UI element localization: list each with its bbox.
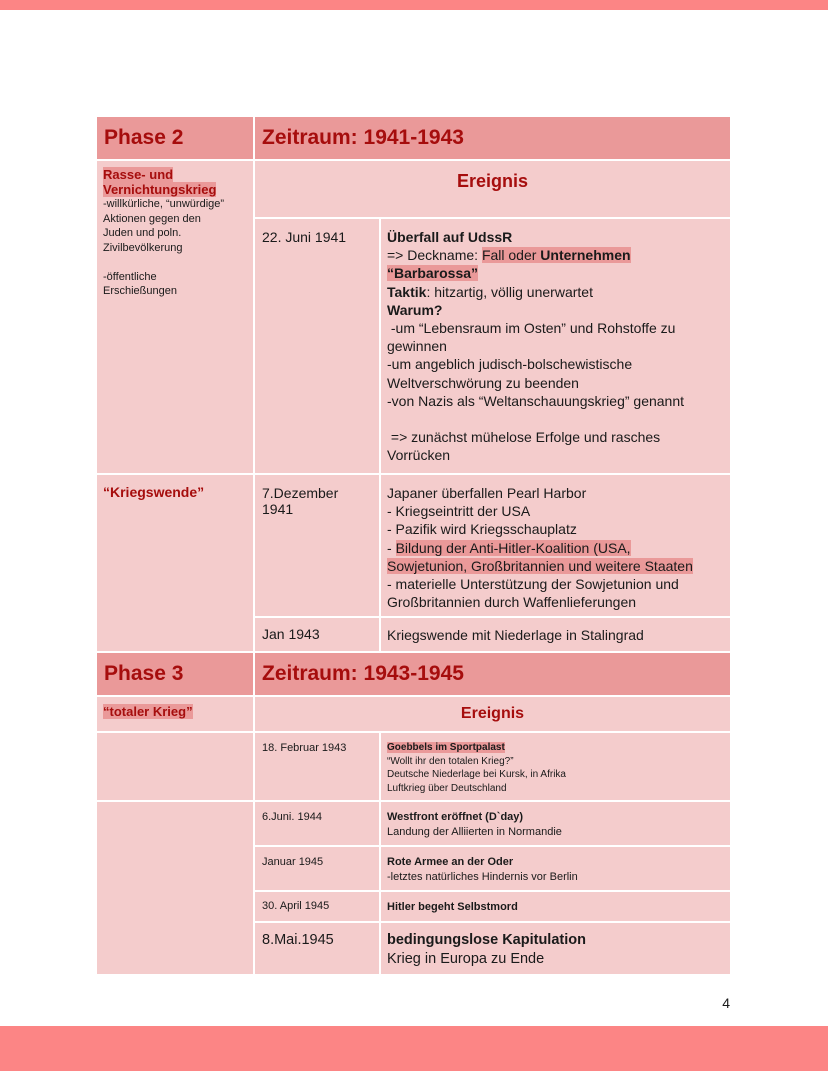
rasse-desc-line: Juden und poln. <box>103 227 182 239</box>
rasse-desc-line: -öffentliche <box>103 270 157 283</box>
oder-event <box>381 847 730 890</box>
sportpalast-event <box>381 733 730 800</box>
coalition-line <box>387 539 724 557</box>
top-band <box>0 0 828 10</box>
kapitulation-title: bedingungslose Kapitulation <box>387 932 586 948</box>
rasse-desc <box>103 197 247 299</box>
rasse-desc-line <box>103 255 247 270</box>
pearl-harbor-event <box>381 475 730 616</box>
deckname-fall: Fall oder <box>481 247 541 264</box>
phase3-zeitraum: Zeitraum: 1943-1945 <box>255 653 730 695</box>
rasse-title-line1: Rasse- und <box>103 167 174 182</box>
rasse-cell <box>97 161 253 473</box>
bottom-band <box>0 1026 828 1071</box>
barbarossa-date: 22. Juni 1941 <box>255 219 379 473</box>
stalingrad-date: Jan 1943 <box>255 618 379 651</box>
result-line: => zunächst mühelose Erfolge und rasches <box>387 429 661 446</box>
sportpalast-title: Goebbels im Sportpalast <box>387 742 505 753</box>
stalingrad-event: Kriegswende mit Niederlage in Stalingrad <box>381 618 730 651</box>
deckname-unternehmen: Unternehmen <box>540 247 631 264</box>
dday-date: 6.Juni. 1944 <box>255 802 379 845</box>
event-line: - Pazifik wird Kriegsschauplatz <box>387 521 577 538</box>
kapitulation-event <box>381 923 730 974</box>
selbstmord-event <box>381 892 730 921</box>
event-line: -letztes natürliches Hindernis vor Berlin <box>387 870 578 883</box>
rasse-desc-line: -willkürliche, “unwürdige” <box>103 198 225 210</box>
event-line: Landung der Alliierten in Normandie <box>387 825 562 838</box>
rasse-desc-line: Erschießungen <box>103 285 177 297</box>
barbarossa-event <box>381 219 730 473</box>
rasse-title <box>103 167 247 197</box>
warum-line: -von Nazis als “Weltanschauungskrieg” genannt <box>387 392 685 409</box>
coalition-highlight2: Sowjetunion, Großbritannien und weitere Staaten <box>387 557 693 574</box>
warum-line: -um angeblich judisch-bolschewistische <box>387 356 633 373</box>
warum-line: gewinnen <box>387 338 447 355</box>
history-table <box>97 117 730 974</box>
event-line: Krieg in Europa zu Ende <box>387 950 545 967</box>
deckname-prefix: => Deckname: <box>387 247 482 264</box>
sportpalast-title-line <box>387 741 724 755</box>
kapitulation-date: 8.Mai.1945 <box>255 923 379 974</box>
event-line: Großbritannien durch Waffenlieferungen <box>387 594 637 611</box>
deckname-line <box>387 246 724 264</box>
phase2-zeitraum: Zeitraum: 1941-1943 <box>255 117 730 159</box>
taktik-line <box>387 283 724 301</box>
result-line: Vorrücken <box>387 447 451 464</box>
phase3-ereignis-header: Ereignis <box>255 697 730 731</box>
phase2-label: Phase 2 <box>97 117 253 159</box>
phase3-label: Phase 3 <box>97 653 253 695</box>
selbstmord-title: Hitler begeht Selbstmord <box>387 901 518 913</box>
warum-line: Weltverschwörung zu beenden <box>387 374 579 391</box>
taktik-text: : hitzartig, völlig unerwartet <box>426 283 593 300</box>
empty-cell <box>97 802 253 974</box>
totaler-krieg-text: “totaler Krieg” <box>103 704 193 719</box>
event-line: - Kriegseintritt der USA <box>387 503 531 520</box>
deckname-highlight <box>482 247 631 263</box>
pearl-harbor-date: 7.Dezember 1941 <box>255 475 379 616</box>
rasse-title-line2: Vernichtungskrieg <box>103 182 217 197</box>
taktik-label: Taktik <box>387 283 427 300</box>
warum-line: -um “Lebensraum im Osten” und Rohstoffe zu <box>387 320 676 337</box>
rasse-desc-line: Zivilbevölkerung <box>103 241 183 254</box>
sportpalast-date: 18. Februar 1943 <box>255 733 379 800</box>
barbarossa-name: “Barbarossa” <box>387 265 479 282</box>
oder-date: Januar 1945 <box>255 847 379 890</box>
oder-title: Rote Armee an der Oder <box>387 856 514 868</box>
warum-label: Warum? <box>387 301 443 318</box>
empty-cell <box>97 733 253 800</box>
event-line: Japaner überfallen Pearl Harbor <box>387 485 587 501</box>
page-number: 4 <box>722 995 730 1011</box>
totaler-krieg-label <box>103 704 193 719</box>
barbarossa-name-line <box>387 264 724 282</box>
selbstmord-date: 30. April 1945 <box>255 892 379 921</box>
barbarossa-title: Überfall auf UdssR <box>387 229 513 245</box>
spacer <box>387 410 724 428</box>
kriegswende-label: “Kriegswende” <box>103 484 205 500</box>
rasse-desc-line: Aktionen gegen den <box>103 212 201 225</box>
event-line: Deutsche Niederlage bei Kursk, in Afrika <box>387 769 566 780</box>
dday-title: Westfront eröffnet (D`day) <box>387 811 524 823</box>
dday-event <box>381 802 730 845</box>
event-line: Luftkrieg über Deutschland <box>387 782 507 794</box>
coalition-prefix: - <box>387 539 396 556</box>
event-line: - materielle Unterstützung der Sowjetunion und <box>387 576 679 593</box>
totaler-krieg-cell <box>97 697 253 731</box>
event-line: “Wollt ihr den totalen Krieg?” <box>387 755 514 767</box>
kriegswende-cell <box>97 475 253 651</box>
coalition-line2 <box>387 557 724 575</box>
phase2-ereignis-header: Ereignis <box>255 161 730 217</box>
coalition-highlight: Bildung der Anti-Hitler-Koalition (USA, <box>395 539 631 556</box>
